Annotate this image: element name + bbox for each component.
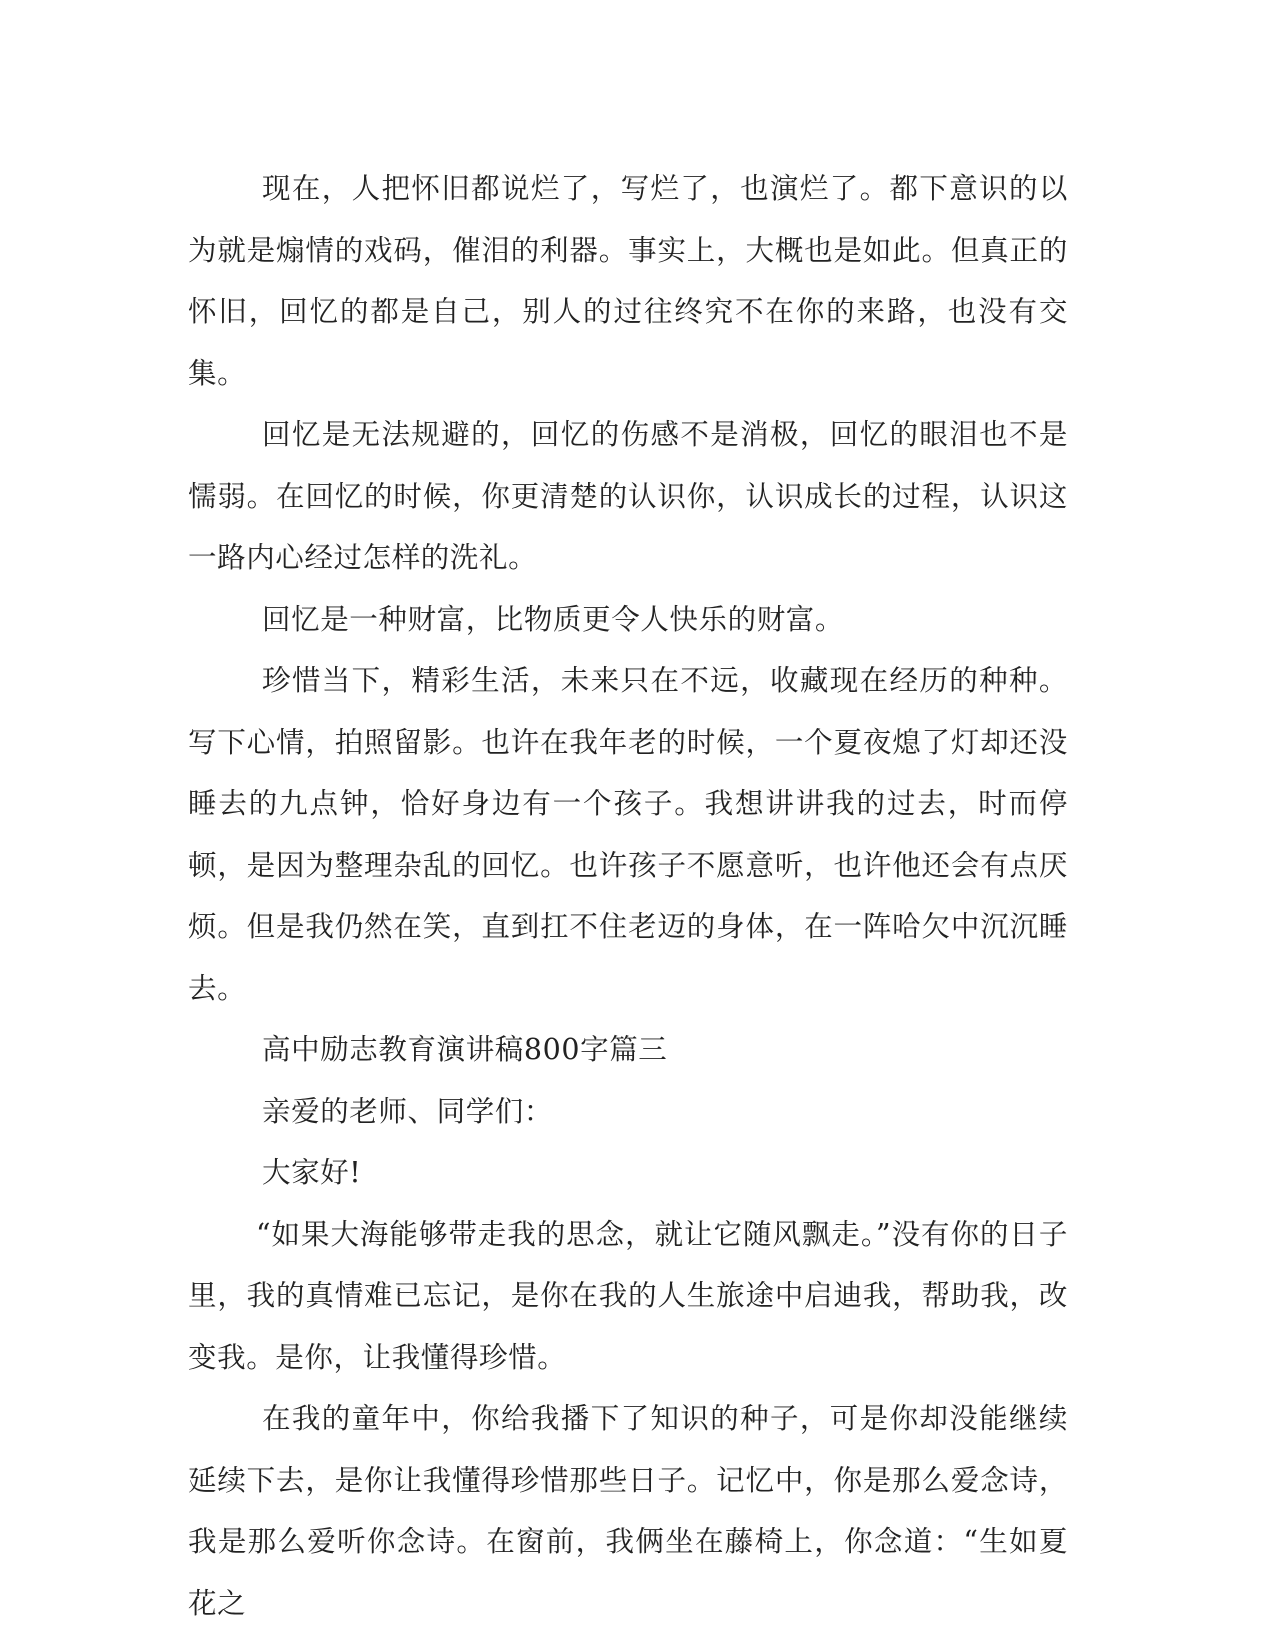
document-body	[188, 158, 1068, 1634]
paragraph-memory-wealth: 回忆是一种财富，比物质更令人快乐的财富。	[262, 602, 845, 636]
paragraph-memory-unavoidable: 回忆是无法规避的，回忆的伤感不是消极，回忆的眼泪也不是懦弱。在回忆的时候，你更清楚的认识你，认识成长的过程，认识这一路内心经过怎样的洗礼。	[188, 418, 1068, 574]
paragraph-nostalgia: 现在，人把怀旧都说烂了，写烂了，也演烂了。都下意识的以为就是煽情的戏码，催泪的利器。事实上，大概也是如此。但真正的怀旧，回忆的都是自己，别人的过往终究不在你的来路，也没有交集。	[188, 172, 1068, 390]
section-heading: 高中励志教育演讲稿800字篇三	[262, 1033, 668, 1066]
paragraph-childhood: 在我的童年中，你给我播下了知识的种子，可是你却没能继续延续下去，是你让我懂得珍惜那些日子。记忆中，你是那么爱念诗，我是那么爱听你念诗。在窗前，我俩坐在藤椅上，你念道：“生如夏花之	[188, 1402, 1068, 1620]
paragraph-sea-quote: “如果大海能够带走我的思念，就让它随风飘走。”没有你的日子里，我的真情难已忘记，是你在我的人生旅途中启迪我，帮助我，改变我。是你，让我懂得珍惜。	[188, 1217, 1068, 1374]
greeting: 大家好!	[262, 1156, 362, 1189]
salutation: 亲爱的老师、同学们：	[262, 1094, 554, 1128]
paragraph-cherish-present: 珍惜当下，精彩生活，未来只在不远，收藏现在经历的种种。写下心情，拍照留影。也许在我年老的时候，一个夏夜熄了灯却还没睡去的九点钟，恰好身边有一个孩子。我想讲讲我的过去，时而停顿，是因为整理杂乱的回忆。也许孩子不愿意听，也许他还会有点厌烦。但是我仍然在笑，直到扛不住老迈的身体，在一阵哈欠中沉沉睡去。	[188, 664, 1068, 1005]
